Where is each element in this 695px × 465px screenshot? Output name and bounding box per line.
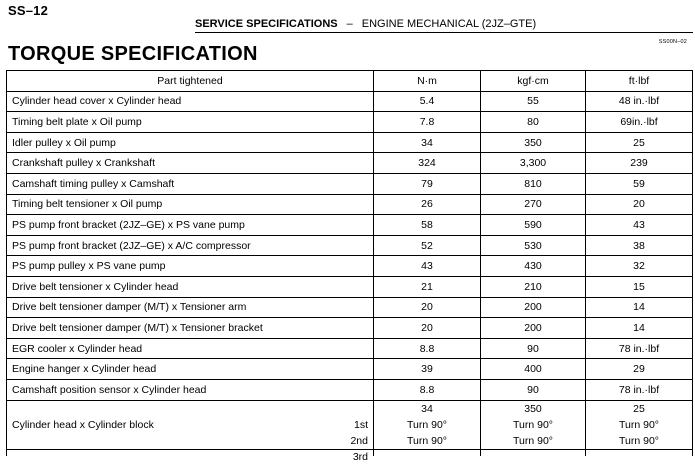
- table-row: [7, 173, 693, 194]
- step-value: Turn 90°: [619, 418, 659, 431]
- table-row: [7, 276, 693, 297]
- cell-part: Drive belt tensioner damper (M/T) x Tensioner arm: [7, 297, 374, 318]
- cell-kgfcm: 90: [481, 379, 586, 400]
- step-value: 350: [524, 402, 542, 415]
- step-value: Turn 90°: [407, 418, 447, 431]
- cell-empty: [374, 449, 481, 456]
- cell-kgfcm-multistep: [481, 400, 586, 449]
- cell-nm: 20: [374, 297, 481, 318]
- cell-nm: 8.8: [374, 338, 481, 359]
- table-row: [7, 297, 693, 318]
- table-row: [7, 338, 693, 359]
- cell-part: PS pump front bracket (2JZ–GE) x A/C compressor: [7, 235, 374, 256]
- table-row: [7, 318, 693, 339]
- multistep-part-label: Cylinder head x Cylinder block: [12, 418, 154, 431]
- cell-ftlbf: 14: [586, 297, 693, 318]
- step-label: 1st: [353, 418, 368, 431]
- section-header: [195, 18, 693, 30]
- column-header-ftlbf: ft·lbf: [586, 71, 693, 92]
- cell-kgfcm: 200: [481, 318, 586, 339]
- cell-part: Camshaft position sensor x Cylinder head: [7, 379, 374, 400]
- step-value: Turn 90°: [407, 434, 447, 447]
- cell-nm: 5.4: [374, 91, 481, 112]
- table-row-multistep: [7, 400, 693, 449]
- cell-part-multistep: [7, 400, 374, 463]
- cell-ftlbf: 239: [586, 153, 693, 174]
- cell-part: Engine hanger x Cylinder head: [7, 359, 374, 380]
- doc-code: SS00N–02: [658, 39, 687, 45]
- step-labels: [350, 417, 368, 465]
- table-row: [7, 91, 693, 112]
- cell-nm-multistep: [374, 400, 481, 449]
- step-label: 2nd: [350, 434, 368, 447]
- cell-kgfcm: 210: [481, 276, 586, 297]
- header-rule: [195, 32, 693, 33]
- cell-empty: [481, 449, 586, 456]
- cell-kgfcm: 530: [481, 235, 586, 256]
- cell-part: Drive belt tensioner x Cylinder head: [7, 276, 374, 297]
- cell-ftlbf: 59: [586, 173, 693, 194]
- table-row: [7, 359, 693, 380]
- cell-part: Camshaft timing pulley x Camshaft: [7, 173, 374, 194]
- multistep-part-wrap: [12, 417, 368, 463]
- cell-kgfcm: 55: [481, 91, 586, 112]
- cell-kgfcm: 400: [481, 359, 586, 380]
- table-header-row: [7, 71, 693, 92]
- table-row: [7, 132, 693, 153]
- table-row: [7, 194, 693, 215]
- cell-ftlbf: 32: [586, 256, 693, 277]
- cell-part: Crankshaft pulley x Crankshaft: [7, 153, 374, 174]
- cell-nm: 21: [374, 276, 481, 297]
- table-row: [7, 215, 693, 236]
- cell-kgfcm: 200: [481, 297, 586, 318]
- cell-nm: 26: [374, 194, 481, 215]
- cell-ftlbf: 25: [586, 132, 693, 153]
- table-row: [7, 235, 693, 256]
- cell-nm: 20: [374, 318, 481, 339]
- cell-nm: 79: [374, 173, 481, 194]
- section-title: SERVICE SPECIFICATIONS: [195, 18, 338, 30]
- cell-nm: 52: [374, 235, 481, 256]
- cell-kgfcm: 350: [481, 132, 586, 153]
- cell-nm: 58: [374, 215, 481, 236]
- cell-part: EGR cooler x Cylinder head: [7, 338, 374, 359]
- cell-part: Drive belt tensioner damper (M/T) x Tensioner bracket: [7, 318, 374, 339]
- cell-part: Timing belt plate x Oil pump: [7, 112, 374, 133]
- subsection-title: ENGINE MECHANICAL (2JZ–GTE): [361, 18, 537, 30]
- step-label: 3rd: [352, 450, 368, 463]
- cell-ftlbf: 78 in.·lbf: [586, 338, 693, 359]
- cell-empty: [7, 449, 374, 456]
- cell-kgfcm: 430: [481, 256, 586, 277]
- cell-part: Idler pulley x Oil pump: [7, 132, 374, 153]
- cell-kgfcm: 90: [481, 338, 586, 359]
- page-number: SS–12: [8, 3, 49, 18]
- page-title: TORQUE SPECIFICATION: [8, 43, 258, 65]
- cell-nm: 324: [374, 153, 481, 174]
- cell-kgfcm: 3,300: [481, 153, 586, 174]
- cell-nm: 39: [374, 359, 481, 380]
- cell-part: PS pump pulley x PS vane pump: [7, 256, 374, 277]
- cell-ftlbf: 43: [586, 215, 693, 236]
- step-value: 25: [633, 402, 645, 415]
- cell-ftlbf-multistep: [586, 400, 693, 449]
- cell-ftlbf: 20: [586, 194, 693, 215]
- step-value: Turn 90°: [513, 434, 553, 447]
- torque-table: [6, 70, 693, 463]
- cell-empty: [586, 449, 693, 456]
- cell-ftlbf: 14: [586, 318, 693, 339]
- cell-nm: 34: [374, 132, 481, 153]
- cell-ftlbf: 38: [586, 235, 693, 256]
- cell-kgfcm: 80: [481, 112, 586, 133]
- cell-ftlbf: 15: [586, 276, 693, 297]
- cell-ftlbf: 78 in.·lbf: [586, 379, 693, 400]
- table-row: [7, 256, 693, 277]
- table-row: [7, 112, 693, 133]
- cell-nm: 8.8: [374, 379, 481, 400]
- cell-kgfcm: 270: [481, 194, 586, 215]
- cell-nm: 7.8: [374, 112, 481, 133]
- cell-kgfcm: 590: [481, 215, 586, 236]
- cell-part: Timing belt tensioner x Oil pump: [7, 194, 374, 215]
- column-header-nm: N·m: [374, 71, 481, 92]
- table-row: [7, 379, 693, 400]
- column-header-kgfcm: kgf·cm: [481, 71, 586, 92]
- cell-kgfcm: 810: [481, 173, 586, 194]
- cell-part: Cylinder head cover x Cylinder head: [7, 91, 374, 112]
- cell-ftlbf: 69in.·lbf: [586, 112, 693, 133]
- step-value: 34: [421, 402, 433, 415]
- cell-nm: 43: [374, 256, 481, 277]
- cell-part: PS pump front bracket (2JZ–GE) x PS vane pump: [7, 215, 374, 236]
- header-separator: –: [346, 18, 353, 30]
- step-value: Turn 90°: [513, 418, 553, 431]
- table-row: [7, 153, 693, 174]
- column-header-part: Part tightened: [7, 71, 374, 92]
- cell-ftlbf: 48 in.·lbf: [586, 91, 693, 112]
- cell-ftlbf: 29: [586, 359, 693, 380]
- step-value: Turn 90°: [619, 434, 659, 447]
